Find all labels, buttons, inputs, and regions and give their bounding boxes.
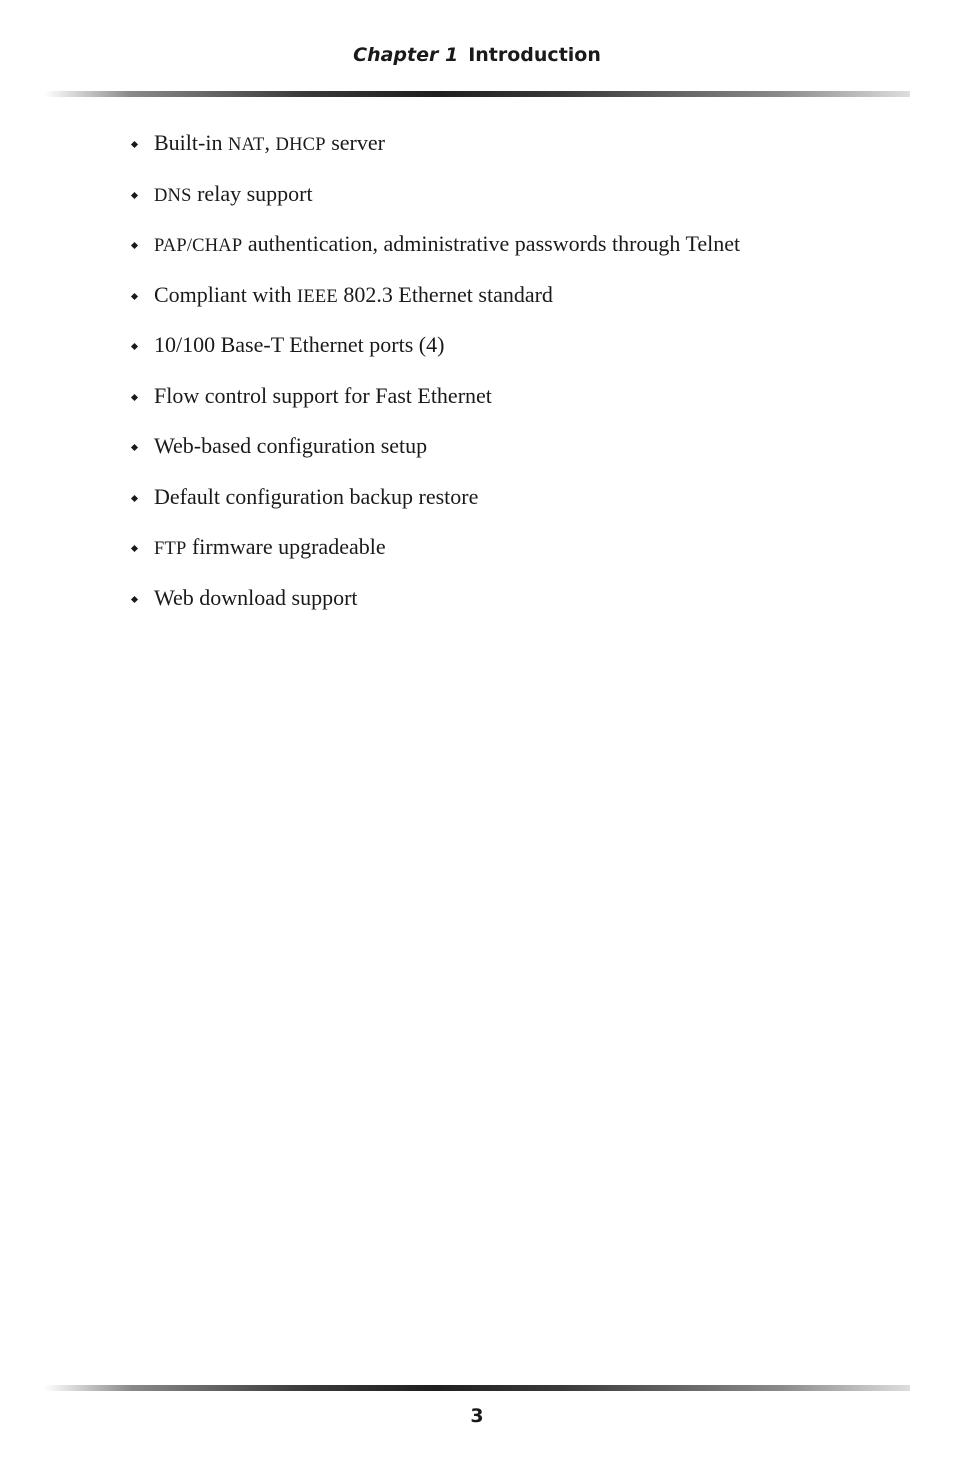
feature-text — [154, 579, 358, 617]
bullet-icon — [128, 579, 154, 617]
feature-list-item — [128, 225, 908, 276]
feature-list-item — [128, 276, 908, 327]
feature-text-part: Built-in — [154, 130, 228, 155]
bullet-icon — [128, 377, 154, 415]
chapter-title: Introduction — [468, 44, 601, 66]
feature-text — [154, 427, 427, 465]
footer-rule — [44, 1385, 910, 1391]
header-rule — [44, 91, 910, 97]
feature-list-item — [128, 326, 908, 377]
feature-text-part: Web download support — [154, 584, 358, 610]
feature-text-part: 10/100 Base-T Ethernet ports (4) — [154, 332, 445, 357]
feature-text-part: Web-based configuration setup — [154, 433, 428, 458]
bullet-icon — [128, 175, 154, 213]
feature-acronym: DHCP — [275, 135, 326, 155]
feature-list-item — [128, 528, 908, 579]
feature-acronym: IEEE — [297, 286, 338, 307]
feature-acronym: NAT — [227, 135, 265, 155]
bullet-icon — [128, 276, 154, 314]
feature-list-item — [128, 478, 908, 529]
bullet-icon — [128, 528, 154, 566]
feature-text-part: server — [325, 130, 385, 155]
feature-list-item — [128, 124, 908, 175]
feature-text-part: 802.3 Ethernet standard — [337, 281, 553, 307]
feature-text-part: Compliant with — [154, 281, 297, 307]
feature-text-part: , — [264, 130, 276, 155]
chapter-label: Chapter 1 — [353, 44, 459, 66]
feature-list-item — [128, 175, 908, 226]
bullet-icon — [128, 124, 154, 162]
bullet-icon — [128, 427, 154, 465]
feature-text — [154, 478, 478, 516]
feature-list-item — [128, 579, 908, 630]
feature-text-part: relay support — [191, 180, 313, 206]
feature-text — [154, 326, 444, 364]
feature-text-part: firmware upgradeable — [186, 534, 386, 559]
feature-text-part: authentication, administrative passwords through Telnet — [242, 231, 741, 256]
page-number: 3 — [470, 1405, 484, 1427]
feature-text — [154, 225, 740, 265]
feature-acronym: FTP — [154, 539, 187, 559]
feature-acronym: DNS — [154, 185, 192, 206]
feature-text — [154, 377, 492, 415]
feature-text — [154, 124, 385, 164]
feature-acronym: PAP/CHAP — [154, 236, 243, 256]
feature-text — [154, 175, 313, 215]
bullet-icon — [128, 326, 154, 364]
running-header — [0, 44, 954, 66]
feature-text — [154, 528, 386, 568]
bullet-icon — [128, 225, 154, 263]
feature-list-item — [128, 427, 908, 478]
feature-text-part: Flow control support for Fast Ethernet — [154, 382, 492, 408]
feature-list — [128, 124, 908, 629]
feature-list-item — [128, 377, 908, 428]
feature-text-part: Default configuration backup restore — [154, 483, 479, 509]
feature-text — [154, 276, 553, 316]
bullet-icon — [128, 478, 154, 516]
